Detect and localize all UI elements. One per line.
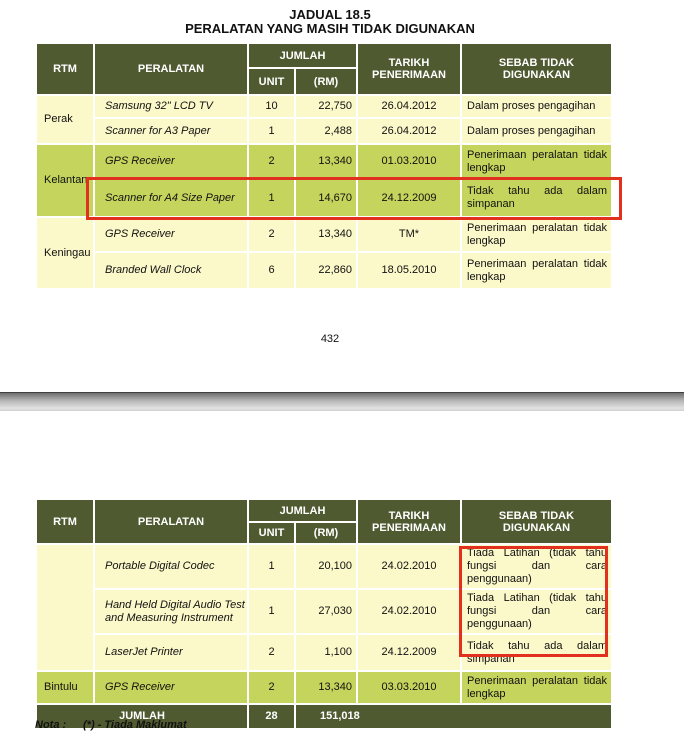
table-row — [37, 672, 611, 703]
cell-tarikh: 26.04.2012 — [358, 119, 460, 143]
table-row — [37, 635, 611, 670]
cell-peralatan: Scanner for A3 Paper — [95, 119, 247, 143]
document-title — [40, 8, 620, 36]
header-rtm: RTM — [37, 44, 93, 94]
header-tarikh: TARIKH PENERIMAAN — [358, 44, 460, 94]
table-row — [37, 96, 611, 117]
cell-sebab: Dalam proses pengagihan — [462, 96, 611, 117]
table-row — [37, 119, 611, 143]
cell-rm: 14,670 — [296, 180, 356, 216]
rtm-group-label-empty — [37, 545, 93, 670]
header-unit: UNIT — [249, 523, 294, 543]
cell-rm: 20,100 — [296, 545, 356, 588]
header-peralatan: PERALATAN — [95, 44, 247, 94]
total-unit: 28 — [249, 705, 294, 728]
cell-peralatan: GPS Receiver — [95, 218, 247, 251]
cell-sebab: Penerimaan peralatan tidak lengkap — [462, 218, 611, 251]
cell-peralatan: Hand Held Digital Audio Test and Measuring Instrument — [95, 590, 247, 633]
cell-tarikh: 18.05.2010 — [358, 253, 460, 288]
cell-tarikh: 01.03.2010 — [358, 145, 460, 178]
cell-peralatan: Samsung 32" LCD TV — [95, 96, 247, 117]
cell-sebab: Tidak tahu ada dalam simpanan — [462, 180, 611, 216]
cell-sebab: Tiada Latihan (tidak tahu fungsi dan cara penggunaan) — [462, 590, 611, 633]
table-row — [37, 218, 611, 251]
cell-unit: 1 — [249, 180, 294, 216]
page-number: 432 — [320, 333, 340, 345]
header-jumlah: JUMLAH — [249, 44, 356, 67]
cell-tarikh: 24.12.2009 — [358, 180, 460, 216]
cell-sebab: Penerimaan peralatan tidak lengkap — [462, 672, 611, 703]
table-peralatan-page1 — [35, 42, 613, 290]
header-peralatan: PERALATAN — [95, 500, 247, 543]
cell-tarikh: TM* — [358, 218, 460, 251]
footnote-text: (*) - Tiada Maklumat — [83, 719, 187, 731]
page-break-divider — [0, 392, 684, 411]
cell-rm: 13,340 — [296, 672, 356, 703]
cell-rm: 22,750 — [296, 96, 356, 117]
cell-tarikh: 24.12.2009 — [358, 635, 460, 670]
cell-tarikh: 03.03.2010 — [358, 672, 460, 703]
cell-rm: 13,340 — [296, 218, 356, 251]
table-row — [37, 145, 611, 178]
rtm-group-label: Bintulu — [37, 672, 93, 703]
title-line-1: JADUAL 18.5 — [289, 7, 371, 22]
table-row-highlighted — [37, 180, 611, 216]
table-header-row — [37, 500, 611, 521]
cell-sebab: Penerimaan peralatan tidak lengkap — [462, 253, 611, 288]
cell-unit: 2 — [249, 145, 294, 178]
header-sebab: SEBAB TIDAK DIGUNAKAN — [462, 500, 611, 543]
cell-unit: 1 — [249, 545, 294, 588]
cell-peralatan: LaserJet Printer — [95, 635, 247, 670]
header-rm: (RM) — [296, 69, 356, 94]
rtm-group-label: Keningau — [37, 218, 93, 288]
header-sebab: SEBAB TIDAK DIGUNAKAN — [462, 44, 611, 94]
header-unit: UNIT — [249, 69, 294, 94]
cell-sebab: Tidak tahu ada dalam simpanan — [462, 635, 611, 670]
cell-rm: 2,488 — [296, 119, 356, 143]
table-row — [37, 253, 611, 288]
cell-unit: 1 — [249, 119, 294, 143]
cell-rm: 1,100 — [296, 635, 356, 670]
header-rm: (RM) — [296, 523, 356, 543]
cell-peralatan: Portable Digital Codec — [95, 545, 247, 588]
cell-sebab: Penerimaan peralatan tidak lengkap — [462, 145, 611, 178]
cell-unit: 2 — [249, 218, 294, 251]
header-tarikh: TARIKH PENERIMAAN — [358, 500, 460, 543]
cell-unit: 1 — [249, 590, 294, 633]
cell-rm: 22,860 — [296, 253, 356, 288]
rtm-group-label: Perak — [37, 96, 93, 143]
cell-rm: 27,030 — [296, 590, 356, 633]
table-row — [37, 545, 611, 588]
title-line-2: PERALATAN YANG MASIH TIDAK DIGUNAKAN — [185, 21, 475, 36]
table-row — [37, 590, 611, 633]
footnote — [35, 719, 187, 731]
cell-peralatan: GPS Receiver — [95, 145, 247, 178]
header-jumlah: JUMLAH — [249, 500, 356, 521]
cell-peralatan: GPS Receiver — [95, 672, 247, 703]
cell-tarikh: 24.02.2010 — [358, 545, 460, 588]
cell-rm: 13,340 — [296, 145, 356, 178]
table-header-row — [37, 44, 611, 67]
header-rtm: RTM — [37, 500, 93, 543]
total-label: JUMLAH — [37, 705, 247, 728]
cell-tarikh: 24.02.2010 — [358, 590, 460, 633]
cell-unit: 6 — [249, 253, 294, 288]
cell-unit: 2 — [249, 672, 294, 703]
total-rm: 151,018 — [296, 705, 611, 728]
rtm-group-label: Kelantan — [37, 145, 93, 216]
table-peralatan-page2 — [35, 498, 613, 730]
cell-unit: 2 — [249, 635, 294, 670]
footnote-label: Nota : — [35, 719, 67, 731]
cell-sebab: Tiada Latihan (tidak tahu fungsi dan cara penggunaan) — [462, 545, 611, 588]
cell-unit: 10 — [249, 96, 294, 117]
cell-sebab: Dalam proses pengagihan — [462, 119, 611, 143]
cell-peralatan: Branded Wall Clock — [95, 253, 247, 288]
cell-peralatan: Scanner for A4 Size Paper — [95, 180, 247, 216]
cell-tarikh: 26.04.2012 — [358, 96, 460, 117]
